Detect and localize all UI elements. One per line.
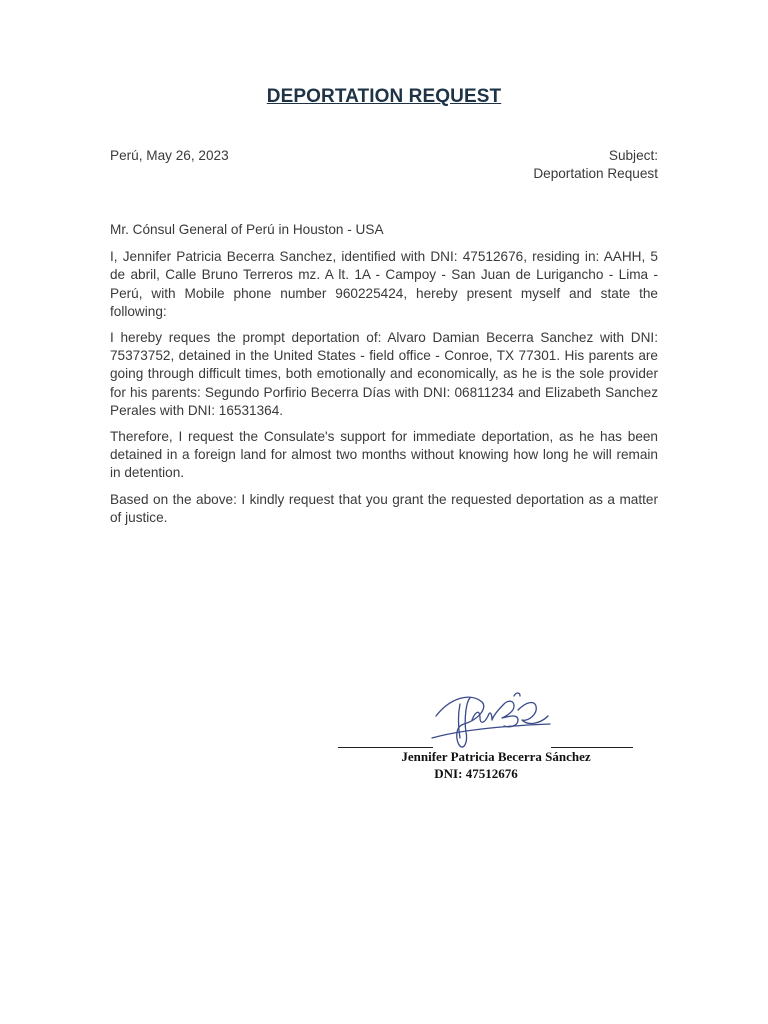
letter-body: [110, 221, 658, 535]
salutation: Mr. Cónsul General of Perú in Houston - USA: [110, 222, 384, 237]
paragraph-closing: Based on the above: I kindly request that you grant the requested deportation as a matter of justice.: [110, 491, 658, 525]
paragraph-request: I hereby reques the prompt deportation of: Alvaro Damian Becerra Sanchez with DNI: 75373752, detained in the United States - field office - Conroe, TX 77301. His parents are going through difficult times, both emotionally and economically, as he is the sole provider for his parents: Segundo Porfirio Becerra Días with DNI: 06811234 and Elizabeth Sanchez Perales with DNI: 16531364.: [110, 330, 658, 418]
paragraph-therefore: Therefore, I request the Consulate's support for immediate deportation, as he has been detained in a foreign land for almost two months without knowing how long he will remain in detention.: [110, 429, 658, 481]
subject-value: Deportation Request: [533, 166, 658, 182]
document-title: DEPORTATION REQUEST: [266, 86, 502, 107]
signer-dni: DNI: 47512676: [434, 766, 518, 781]
subject-label: Subject:: [608, 148, 658, 163]
handwritten-signature: [430, 680, 555, 752]
subject-block: [533, 147, 658, 183]
date-line: Perú, May 26, 2023: [110, 148, 229, 163]
paragraph-identity: I, Jennifer Patricia Becerra Sanchez, identified with DNI: 47512676, residing in: AAHH, 5 de abril, Calle Bruno Terreros mz. A lt. 1A - Campoy - San Juan de Lurigancho - Lima - Perú, with Mobile phone number 960225424, hereby present myself and state the following:: [110, 249, 658, 319]
signer-block: [330, 748, 662, 782]
signer-name: Jennifer Patricia Becerra Sánchez: [401, 749, 591, 764]
